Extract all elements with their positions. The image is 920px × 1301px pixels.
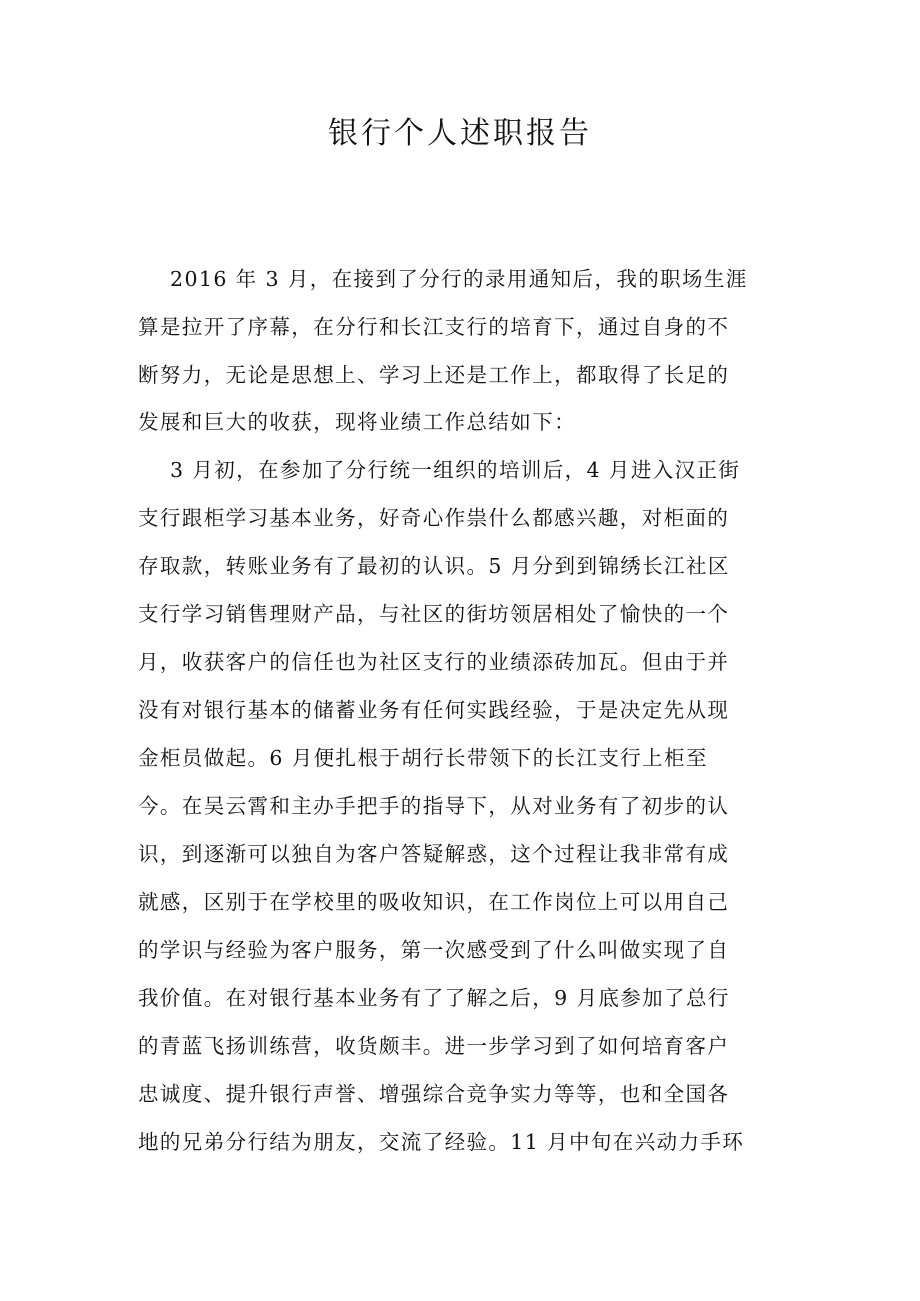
paragraph-2-line-4: 支行学习销售理财产品，与社区的街坊领居相处了愉快的一个: [138, 602, 730, 626]
paragraph-2-line-15: 地的兄弟分行结为朋友，交流了经验。11 月中旬在兴动力手环: [138, 1130, 745, 1154]
document-title: 银行个人述职报告: [328, 116, 592, 151]
paragraph-2-line-7: 金柜员做起。6 月便扎根于胡行长带领下的长江支行上柜至: [138, 746, 708, 770]
paragraph-2-line-12: 我价值。在对银行基本业务有了了解之后，9 月底参加了总行: [138, 986, 730, 1010]
paragraph-2-line-13: 的青蓝飞扬训练营，收货颇丰。进一步学习到了如何培育客户: [138, 1034, 730, 1058]
paragraph-2-line-8: 今。在吴云霄和主办手把手的指导下，从对业务有了初步的认: [138, 794, 730, 818]
paragraph-2-line-10: 就感，区别于在学校里的吸收知识，在工作岗位上可以用自己: [138, 890, 730, 914]
paragraph-2-line-9: 识，到逐渐可以独自为客户答疑解惑，这个过程让我非常有成: [138, 842, 730, 866]
paragraph-1-line-4: 发展和巨大的收获，现将业绩工作总结如下：: [138, 410, 576, 434]
paragraph-1-line-2: 算是拉开了序幕，在分行和长江支行的培育下，通过自身的不: [138, 315, 730, 339]
paragraph-2-line-2: 支行跟柜学习基本业务，好奇心作祟什么都感兴趣，对柜面的: [138, 506, 730, 530]
paragraph-1-line-3: 断努力，无论是思想上、学习上还是工作上，都取得了长足的: [138, 363, 730, 387]
paragraph-2-line-5: 月，收获客户的信任也为社区支行的业绩添砖加瓦。但由于并: [138, 650, 730, 674]
paragraph-2-line-1: 3 月初，在参加了分行统一组织的培训后，4 月进入汉正街: [170, 458, 741, 482]
paragraph-1-line-1: 2016 年 3 月，在接到了分行的录用通知后，我的职场生涯: [170, 267, 748, 291]
paragraph-2-line-3: 存取款，转账业务有了最初的认识。5 月分到到锦绣长江社区: [138, 554, 730, 578]
paragraph-2-line-11: 的学识与经验为客户服务，第一次感受到了什么叫做实现了自: [138, 938, 730, 962]
paragraph-2-line-14: 忠诚度、提升银行声誉、增强综合竞争实力等等，也和全国各: [138, 1082, 730, 1106]
paragraph-2-line-6: 没有对银行基本的储蓄业务有任何实践经验，于是决定先从现: [138, 698, 730, 722]
